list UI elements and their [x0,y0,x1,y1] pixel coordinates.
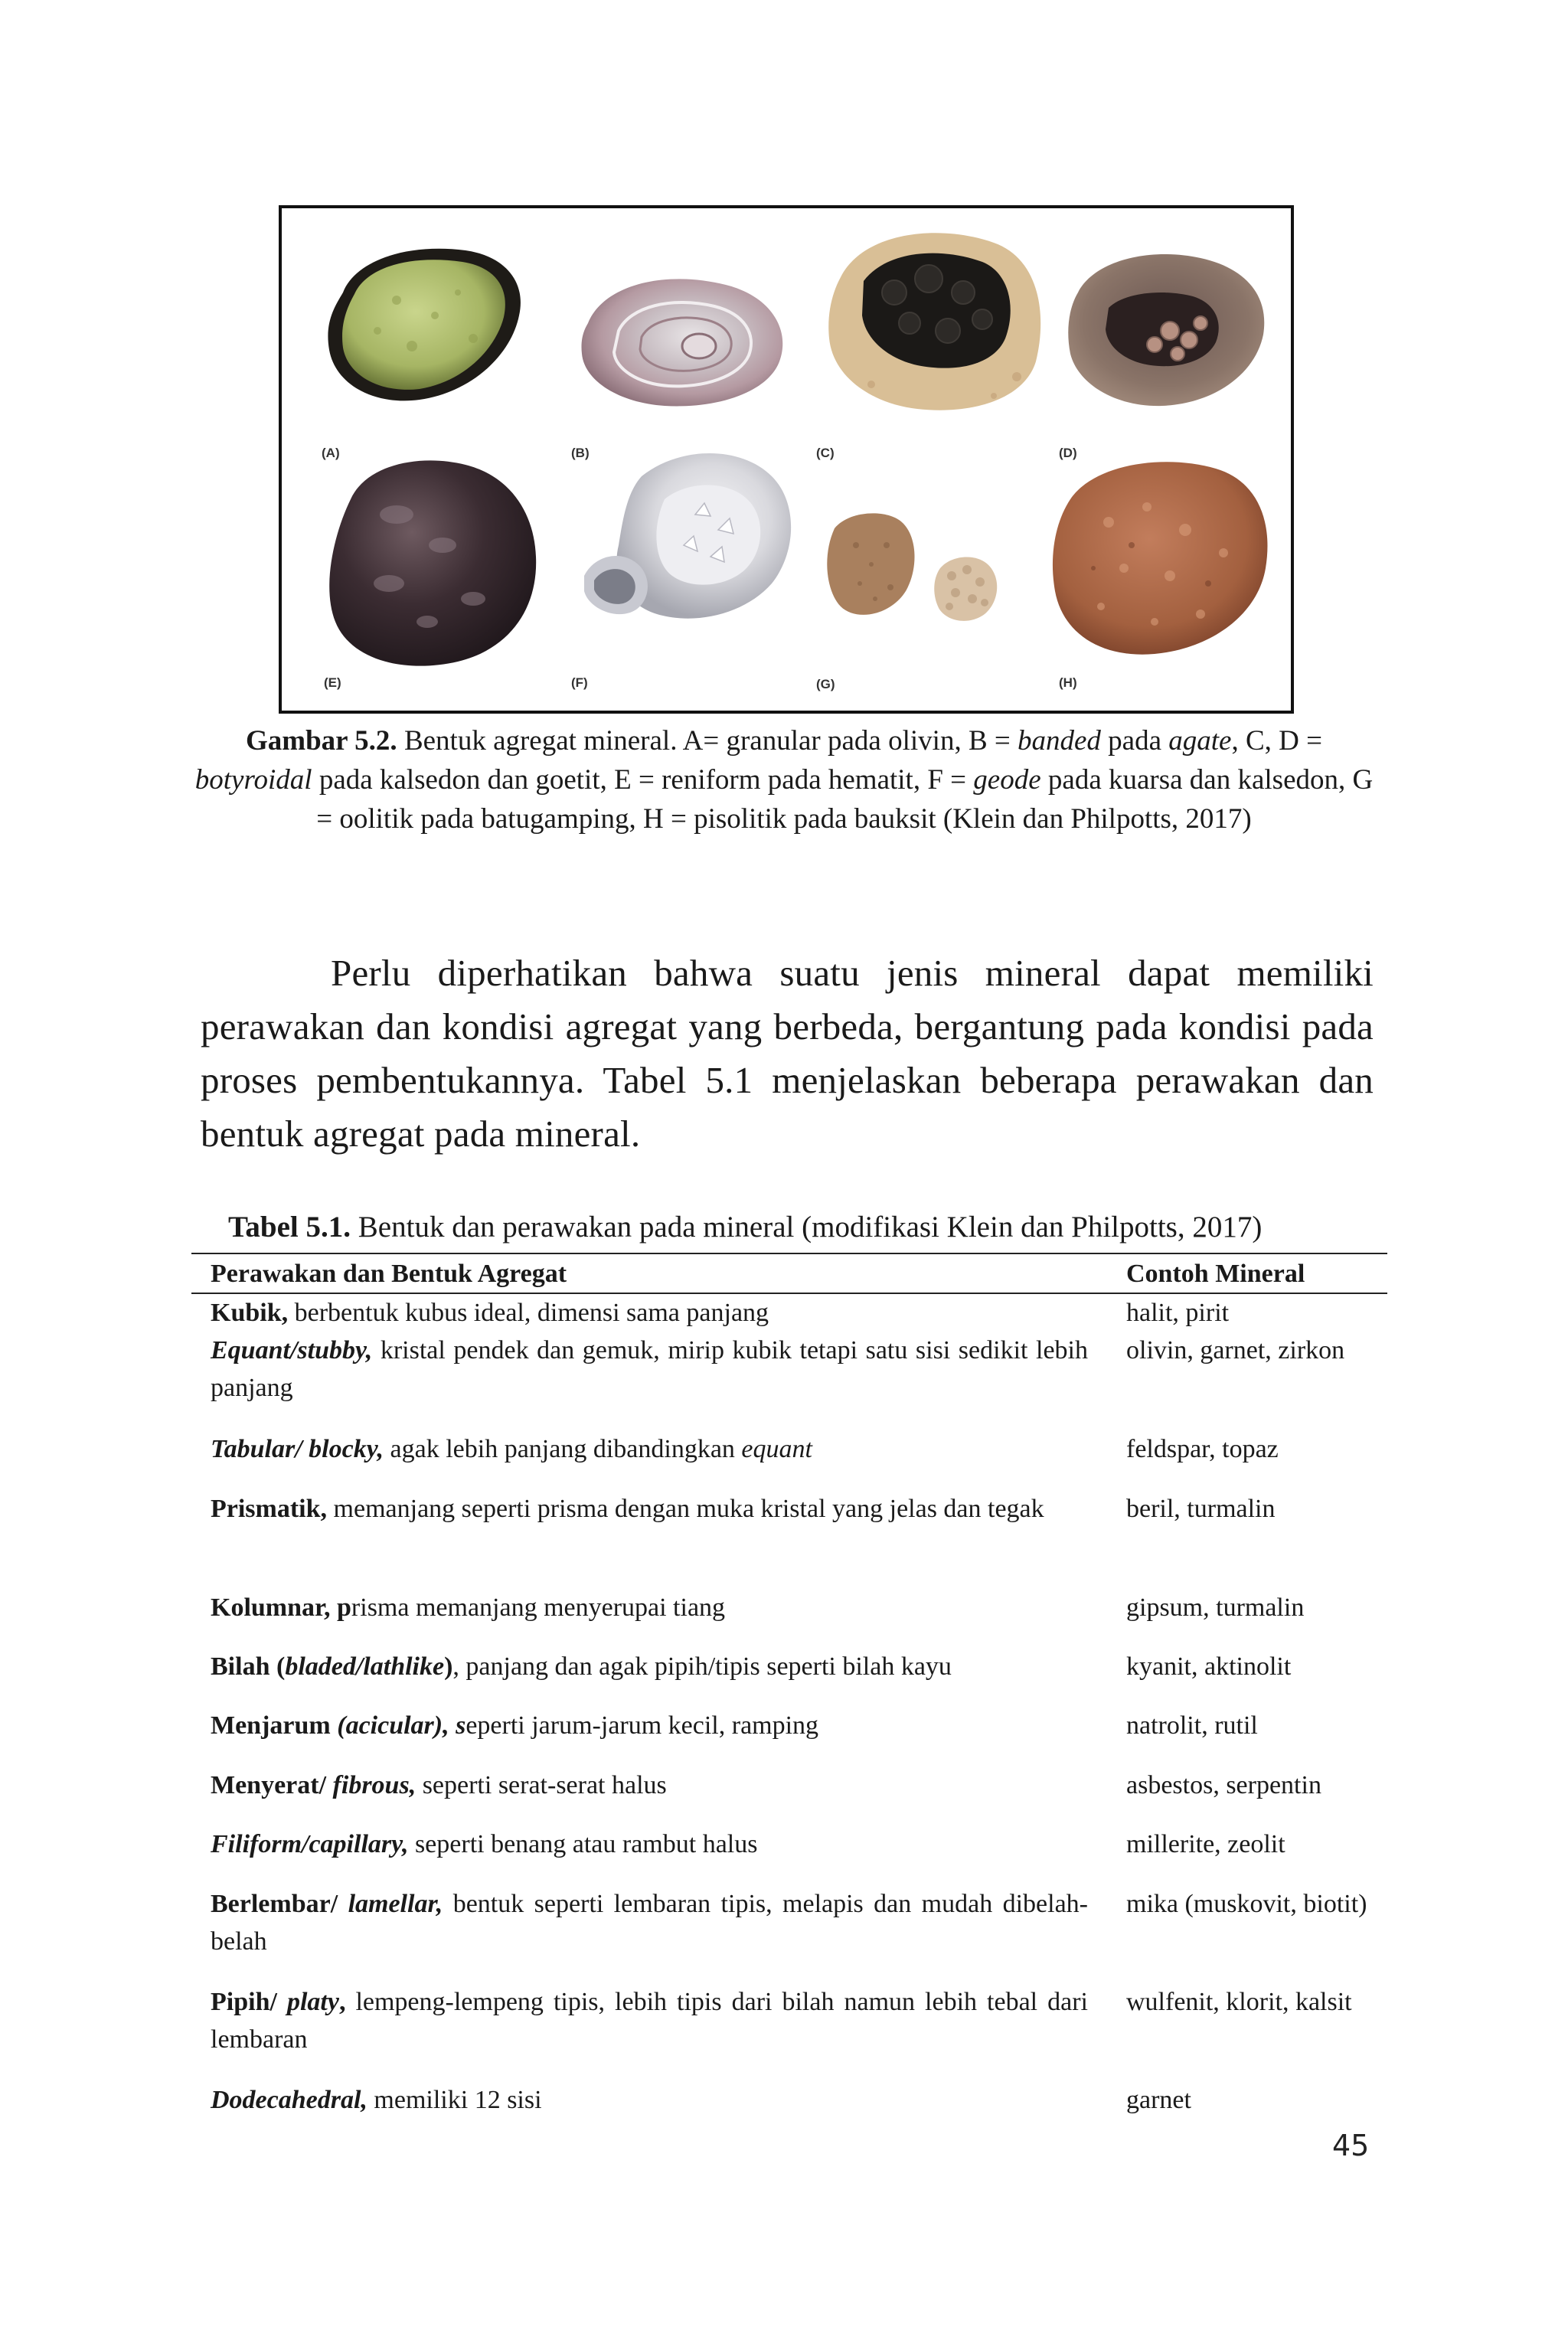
row-term: Equant/stubby, [211,1336,373,1364]
row-description [211,1430,1088,1468]
caption-text-3: , C, D = [1231,725,1322,757]
row-term: Prismatik, [211,1495,328,1523]
row-description [211,1490,1088,1528]
body-paragraph: Perlu diperhatikan bahwa suatu jenis mineral dapat memiliki perawakan dan kondisi agregat yang berbeda, bergantung pada kondisi pada proses pembentukannya. Tabel 5.1 menjelaskan beberapa perawakan dan bentuk agregat pada mineral. [201,952,1374,1155]
specimen-d-goethite [1068,254,1264,406]
caption-number: Gambar 5.2. [246,725,397,757]
row-example: asbestos, serpentin [1126,1771,1321,1799]
row-term-italic: bladed/lathlike [285,1652,445,1681]
label-f: (F) [571,675,588,690]
row-example: natrolit, rutil [1126,1711,1258,1740]
row-description [211,1589,1088,1626]
row-description [211,1983,1088,2058]
specimen-e-hematite [329,460,536,665]
specimen-h-bauxite [1053,462,1268,654]
row-description [211,1707,1088,1744]
row-example: garnet [1126,2086,1191,2114]
caption-term-banded: banded [1017,725,1101,757]
row-text: , panjang dan agak pipih/tipis seperti bilah kayu [452,1652,952,1681]
row-term: Kubik, [211,1299,289,1327]
caption-text-5: pada kuarsa dan kalsedon, G = oolitik pada batugamping, H = pisolitik pada bauksit (Klein dan Philpotts, 2017) [316,764,1374,835]
row-term: Bilah ( [211,1652,286,1681]
row-text: eperti jarum-jarum kecil, ramping [466,1711,819,1740]
row-example: gipsum, turmalin [1126,1593,1305,1622]
row-term-close: ) [444,1652,453,1681]
row-description [211,1648,1088,1685]
row-description [211,1825,1088,1863]
row-term: Filiform/capillary, [211,1830,409,1858]
label-a: (A) [322,446,340,460]
table-top-rule [191,1253,1387,1254]
row-term: Menjarum [211,1711,338,1740]
row-term: Dodecahedral, [211,2086,368,2114]
row-example: halit, pirit [1126,1299,1230,1327]
caption-term-agate: agate [1168,725,1232,757]
specimen-b-agate [581,279,782,406]
row-term: Pipih/ [211,1988,287,2016]
row-text: risma memanjang menyerupai tiang [351,1593,726,1622]
caption-text-2: pada [1100,725,1169,757]
caption-text-1: Bentuk agregat mineral. A= granular pada olivin, B = [397,725,1018,757]
caption-text-4: pada kalsedon dan goetit, E = reniform pada hematit, F = [312,764,974,796]
row-term: Kolumnar, p [211,1593,351,1622]
row-text: lempeng-lempeng tipis, lebih tipis dari bilah namun lebih tebal dari lembaran [211,1988,1088,2054]
label-g: (G) [816,677,835,691]
table-header-habit: Perawakan dan Bentuk Agregat [211,1260,567,1288]
figure-mineral-aggregates [279,205,1294,714]
label-d: (D) [1059,446,1077,460]
row-example: feldspar, topaz [1126,1435,1279,1463]
label-h: (H) [1059,675,1077,690]
page-number: 45 [1332,2129,1370,2162]
row-description [211,2081,1088,2119]
row-example: beril, turmalin [1126,1495,1276,1523]
row-description [211,1766,1088,1804]
row-text: seperti benang atau rambut halus [408,1830,758,1858]
label-c: (C) [816,446,835,460]
table-title [228,1207,1377,1248]
row-term-italic: fibrous, [332,1771,416,1799]
row-term-italic: platy [286,1988,339,2016]
row-term: Menyerat/ [211,1771,333,1799]
specimen-c-chalcedony [828,233,1040,410]
row-description [211,1294,1088,1332]
row-example: millerite, zeolit [1126,1830,1285,1858]
table-title-text: Bentuk dan perawakan pada mineral (modifikasi Klein dan Philpotts, 2017) [351,1211,1263,1244]
table-header-example: Contoh Mineral [1126,1260,1305,1288]
row-description [211,1885,1088,1960]
row-term-italic: (acicular), s [337,1711,466,1740]
row-example: wulfenit, klorit, kalsit [1126,1988,1352,2016]
row-text: memiliki 12 sisi [367,2086,542,2114]
row-text: bentuk seperti lembaran tipis, melapis dan mudah dibelah-belah [211,1890,1089,1956]
row-example: mika (muskovit, biotit) [1126,1890,1367,1918]
caption-term-botyroidal: botyroidal [194,764,312,796]
figure-specimen-drawing [282,208,1291,711]
row-example: olivin, garnet, zirkon [1126,1336,1345,1364]
row-text: agak lebih panjang dibandingkan [384,1435,742,1463]
row-text: kristal pendek dan gemuk, mirip kubik tetapi satu sisi sedikit lebih panjang [211,1336,1088,1402]
row-text: seperti serat-serat halus [416,1771,667,1799]
caption-term-geode: geode [973,764,1041,796]
row-example: kyanit, aktinolit [1126,1652,1292,1681]
specimen-a-olivine [328,249,521,401]
row-term-close: , [338,1988,346,2016]
figure-caption [191,721,1377,838]
specimen-f-geode [584,453,791,619]
row-description [211,1332,1088,1407]
row-term: Berlembar/ [211,1890,348,1918]
row-term-italic: lamellar, [348,1890,443,1918]
row-text: memanjang seperti prisma dengan muka kristal yang jelas dan tegak [327,1495,1044,1523]
label-b: (B) [571,446,590,460]
row-text: berbentuk kubus ideal, dimensi sama panjang [288,1299,769,1327]
table-title-number: Tabel 5.1. [228,1211,351,1244]
row-term-inline: equant [741,1435,812,1463]
specimen-g-limestone [827,513,997,621]
label-e: (E) [324,675,341,690]
row-term: Tabular/ blocky, [211,1435,384,1463]
